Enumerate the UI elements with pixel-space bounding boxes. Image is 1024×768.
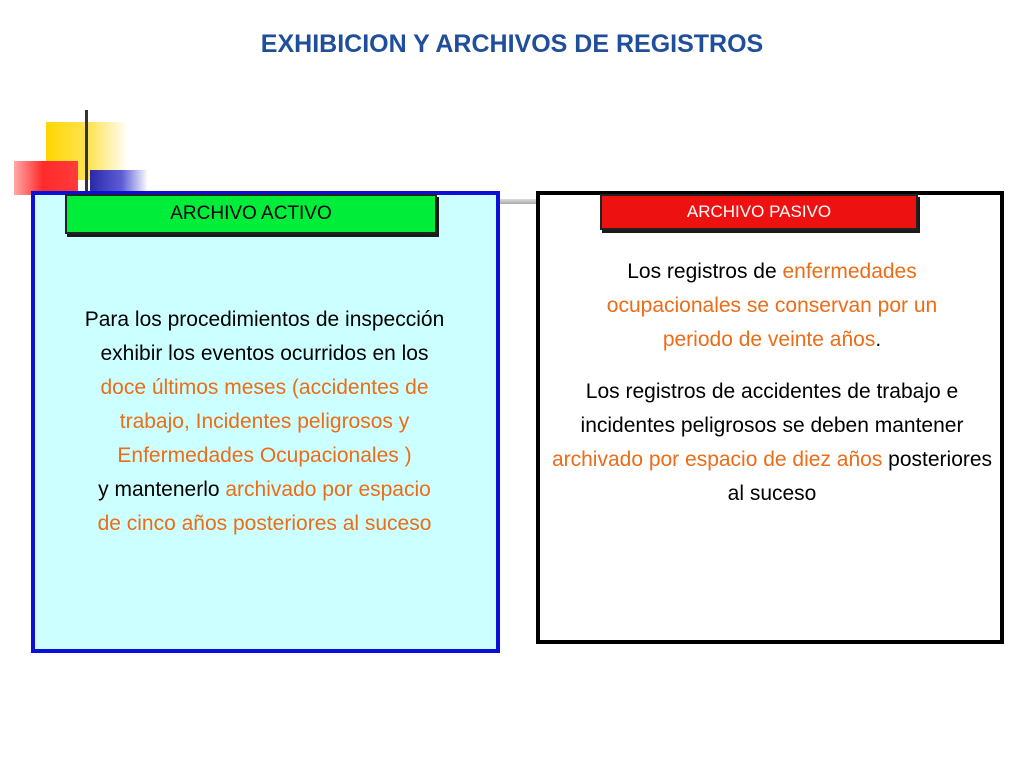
slide-title: EXHIBICION Y ARCHIVOS DE REGISTROS [260, 30, 764, 58]
active-archive-label: ARCHIVO ACTIVO [65, 194, 437, 234]
active-text-line-3: doce últimos meses (accidentes de [100, 376, 429, 399]
panel-connector [497, 199, 541, 204]
passive-p2-start: Los registros de accidentes de trabajo e incidentes peligrosos se deben mantener [580, 380, 964, 437]
active-text-line-4: trabajo, Incidentes peligrosos y [119, 410, 410, 433]
logo-blue-bar [90, 170, 148, 192]
passive-p1-highlight: enfermedades ocupacionales se conservan por un periodo de veinte años [606, 260, 938, 351]
logo-red-square [14, 161, 78, 195]
active-text-line-1: Para los procedimientos de inspección [84, 308, 445, 331]
passive-p2-highlight: archivado por espacio de diez años [551, 448, 883, 471]
passive-archive-label: ARCHIVO PASIVO [600, 194, 918, 230]
active-text-line-2: exhibir los eventos ocurridos en los [100, 342, 429, 365]
passive-p2-end: posteriores al suceso [727, 448, 993, 505]
passive-p1-end: . [875, 328, 882, 351]
passive-paragraph-1 [572, 255, 972, 357]
logo-vertical-line [85, 110, 88, 192]
passive-paragraph-2 [548, 375, 996, 511]
active-archive-text [37, 303, 492, 541]
active-text-line-7: de cinco años posteriores al suceso [97, 512, 432, 535]
passive-p1-start: Los registros de [627, 260, 783, 283]
active-text-line-5: Enfermedades Ocupacionales ) [117, 444, 412, 467]
active-text-line-6b: archivado por espacio [225, 478, 431, 501]
active-text-line-6a: y mantenerlo [98, 478, 226, 501]
